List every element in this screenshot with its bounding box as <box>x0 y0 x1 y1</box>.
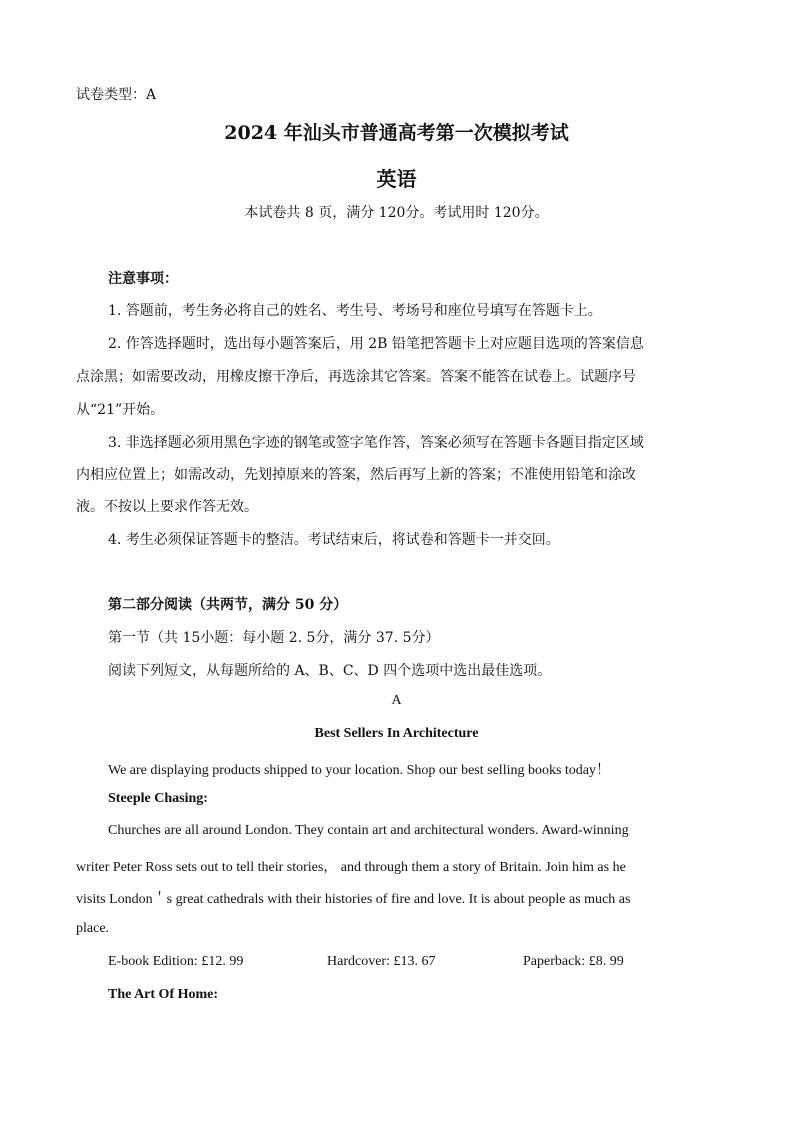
book-1-line-1: Churches are all around London. They contain art and architectural wonders. Award-winning <box>108 823 629 838</box>
note-item-1: 1. 答题前，考生务必将自己的姓名、考生号、考场号和座位号填写在答题卡上。 <box>108 303 602 319</box>
notes-heading: 注意事项： <box>108 271 178 287</box>
book-1-paperback-price: Paperback: £8. 99 <box>523 954 624 969</box>
book-1-line-2: writer Peter Ross sets out to tell their stories， and through them a story of Britain. Join him as he <box>76 860 626 875</box>
book-1-line-4: place. <box>76 921 110 936</box>
passage-letter: A <box>391 693 402 708</box>
book-1-name: Steeple Chasing: <box>108 791 208 806</box>
subject-title: 英语 <box>376 167 417 191</box>
note-item-3-line-2: 内相应位置上；如需改动，先划掉原来的答案，然后再写上新的答案；不准使用铅笔和涂改 <box>76 467 636 483</box>
book-1-line-3: visits London＇s great cathedrals with their histories of fire and love. It is about people as much as <box>76 892 631 907</box>
book-1-ebook-price: E-book Edition: £12. 99 <box>108 954 244 969</box>
part-heading: 第二部分阅读（共两节，满分 50 分） <box>108 597 348 613</box>
passage-title: Best Sellers In Architecture <box>314 726 479 741</box>
note-item-2-line-3: 从“21”开始。 <box>76 402 165 418</box>
exam-title: 2024 年汕头市普通高考第一次模拟考试 <box>224 122 569 144</box>
reading-instruction: 阅读下列短文，从每题所给的 A、B、C、D 四个选项中选出最佳选项。 <box>108 663 552 679</box>
note-item-2-line-2: 点涂黑；如需要改动，用橡皮擦干净后，再选涂其它答案。答案不能答在试卷上。试题序号 <box>76 369 636 385</box>
note-item-4: 4. 考生必须保证答题卡的整洁。考试结束后，将试卷和答题卡一并交回。 <box>108 532 560 548</box>
exam-info: 本试卷共 8 页，满分 120分。考试用时 120分。 <box>244 205 549 221</box>
passage-intro: We are displaying products shipped to your location. Shop our best selling books today！ <box>108 763 611 778</box>
book-2-name: The Art Of Home: <box>108 987 219 1002</box>
subsection-heading: 第一节（共 15小题：每小题 2. 5分，满分 37. 5分） <box>108 630 440 646</box>
book-1-hardcover-price: Hardcover: £13. 67 <box>327 954 436 969</box>
paper-type: 试卷类型：A <box>76 87 157 103</box>
note-item-3-line-1: 3. 非选择题必须用黑色字迹的钢笔或签字笔作答，答案必须写在答题卡各题目指定区域 <box>108 435 644 451</box>
note-item-2-line-1: 2. 作答选择题时，选出每小题答案后，用 2B 铅笔把答题卡上对应题目选项的答案信息 <box>108 336 644 352</box>
note-item-3-line-3: 液。不按以上要求作答无效。 <box>76 499 258 515</box>
